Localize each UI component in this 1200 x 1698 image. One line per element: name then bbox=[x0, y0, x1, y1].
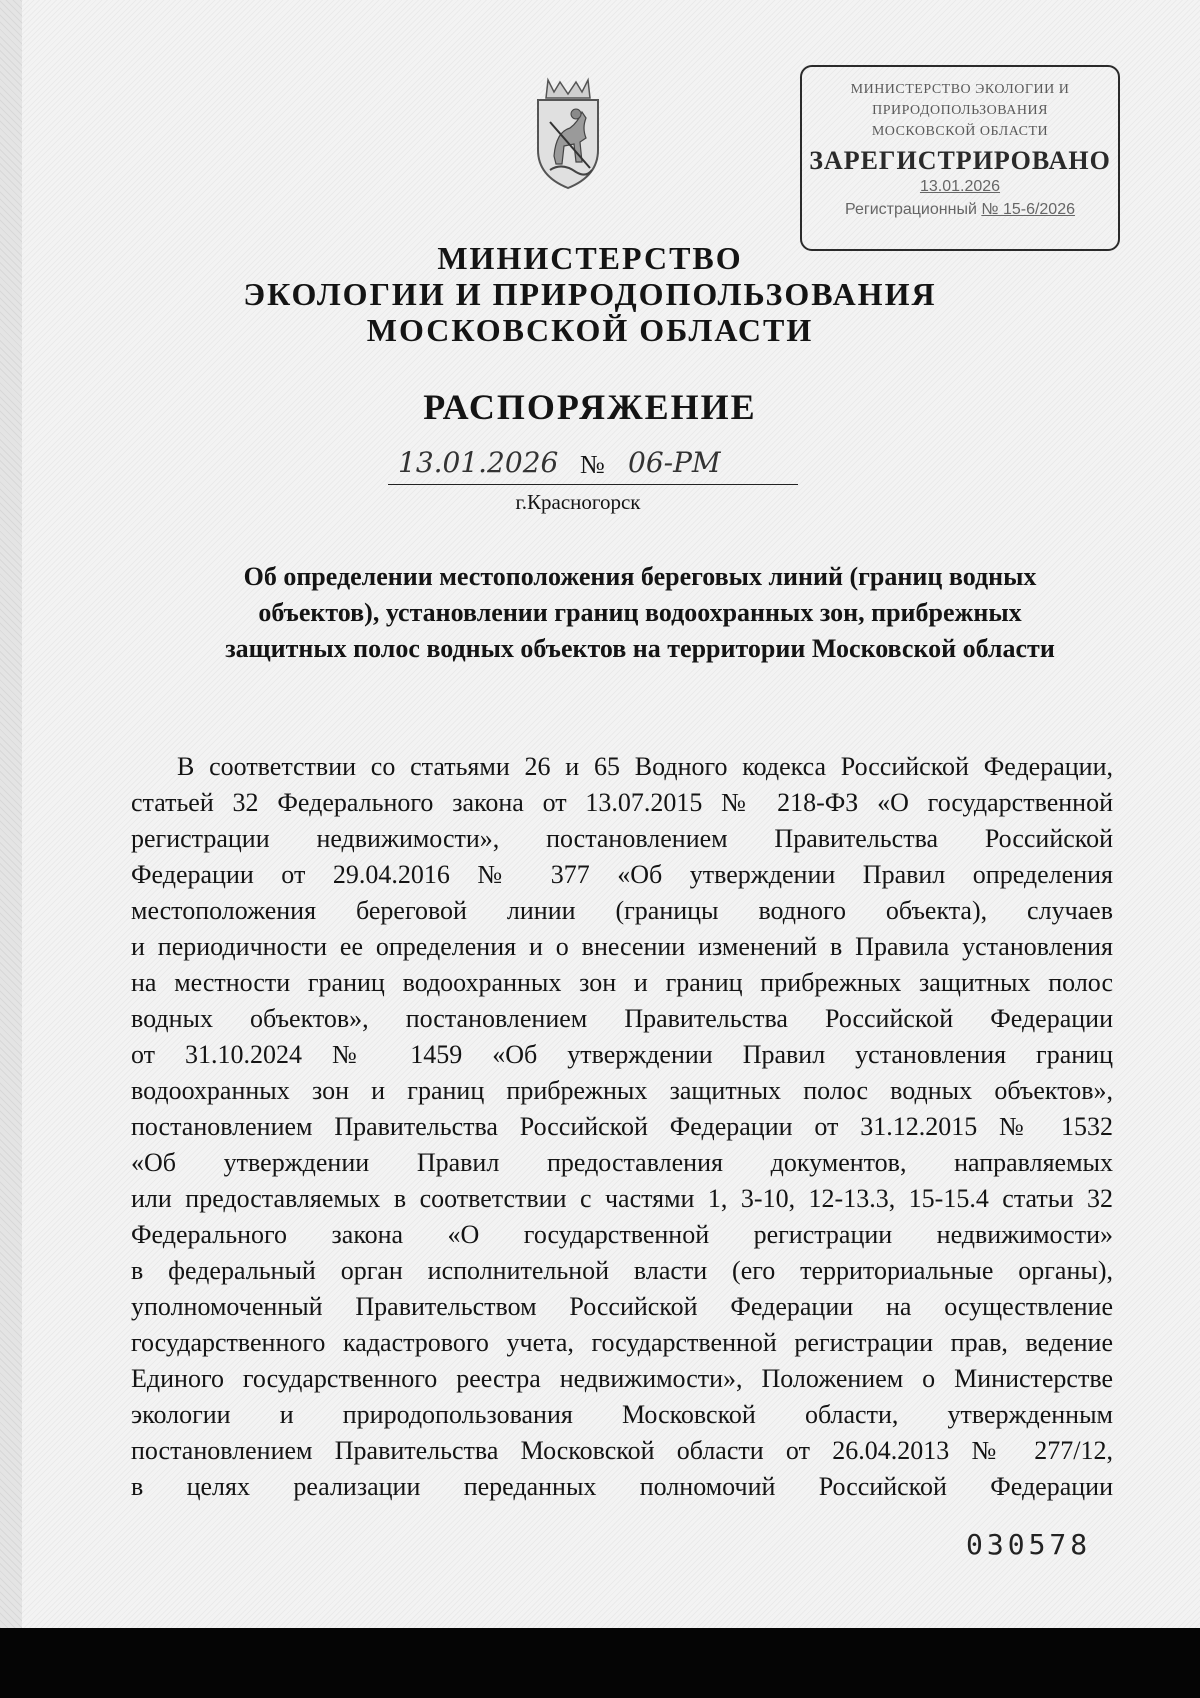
body-line: и периодичности ее определения и о внесении изменений в Правила установления bbox=[131, 932, 1113, 961]
body-line: в федеральный орган исполнительной власти (его территориальные органы), bbox=[131, 1256, 1113, 1285]
ministry-title-line: МИНИСТЕРСТВО bbox=[437, 240, 743, 276]
subject-line: объектов), установлении границ водоохранных зон, прибрежных bbox=[258, 598, 1022, 627]
registration-stamp bbox=[800, 65, 1120, 251]
handwritten-number: 06-РМ bbox=[628, 446, 721, 479]
stamp-date: 13.01.2026 bbox=[919, 178, 1001, 195]
body-line: уполномоченный Правительством Российской Федерации на осуществление bbox=[131, 1292, 1113, 1321]
body-line: «Об утверждении Правил предоставления документов, направляемых bbox=[131, 1148, 1113, 1177]
document-type-title: РАСПОРЯЖЕНИЕ bbox=[423, 387, 757, 427]
body-line: от 31.10.2024 № 1459 «Об утверждении Правил установления границ bbox=[131, 1040, 1113, 1069]
body-line: В соответствии со статьями 26 и 65 Водного кодекса Российской Федерации, bbox=[177, 752, 1113, 781]
ministry-title-line: ЭКОЛОГИИ И ПРИРОДОПОЛЬЗОВАНИЯ bbox=[243, 276, 937, 312]
number-sign: № bbox=[580, 450, 605, 479]
body-line: водных объектов», постановлением Правительства Российской Федерации bbox=[131, 1004, 1113, 1033]
stamp-reg-value: № 15-6/2026 bbox=[981, 201, 1075, 218]
scan-edge bbox=[0, 0, 22, 1628]
scanner-bottom-band bbox=[0, 1628, 1200, 1698]
body-line: Единого государственного реестра недвижимости», Положением о Министерстве bbox=[131, 1364, 1113, 1393]
body-line: постановлением Правительства Московской области от 26.04.2013 № 277/12, bbox=[131, 1436, 1113, 1465]
stamp-org-line: ПРИРОДОПОЛЬЗОВАНИЯ bbox=[872, 103, 1048, 118]
serial-number: 030578 bbox=[966, 1528, 1092, 1561]
body-line: или предоставляемых в соответствии с частями 1, 3-10, 12-13.3, 15-15.4 статьи 32 bbox=[131, 1184, 1113, 1213]
stamp-reg-label: Регистрационный bbox=[845, 201, 977, 218]
body-line: в целях реализации переданных полномочий Российской Федерации bbox=[131, 1472, 1113, 1501]
body-line: на местности границ водоохранных зон и границ прибрежных защитных полос bbox=[131, 968, 1113, 997]
body-line: регистрации недвижимости», постановлением Правительства Российской bbox=[131, 824, 1113, 853]
body-line: водоохранных зон и границ прибрежных защитных полос водных объектов», bbox=[131, 1076, 1113, 1105]
city-name: г.Красногорск bbox=[515, 490, 641, 514]
moscow-oblast-coat-of-arms-icon bbox=[520, 72, 616, 194]
stamp-org-line: МОСКОВСКОЙ ОБЛАСТИ bbox=[871, 124, 1049, 139]
date-number-line bbox=[388, 446, 798, 485]
subject-line: Об определении местоположения береговых линий (границ водных bbox=[243, 562, 1037, 591]
body-line: местоположения береговой линии (границы водного объекта), случаев bbox=[131, 896, 1113, 925]
handwritten-date: 13.01.2026 bbox=[398, 446, 559, 479]
stamp-status: ЗАРЕГИСТРИРОВАНО bbox=[809, 146, 1111, 175]
body-line: Федерации от 29.04.2016 № 377 «Об утверждении Правил определения bbox=[131, 860, 1113, 889]
stamp-org-line: МИНИСТЕРСТВО ЭКОЛОГИИ И bbox=[850, 82, 1070, 97]
body-line: государственного кадастрового учета, государственной регистрации прав, ведение bbox=[131, 1328, 1113, 1357]
subject-line: защитных полос водных объектов на территории Московской области bbox=[225, 634, 1055, 663]
body-line: экологии и природопользования Московской области, утвержденным bbox=[131, 1400, 1113, 1429]
ministry-title-line: МОСКОВСКОЙ ОБЛАСТИ bbox=[366, 312, 814, 348]
body-line: статьей 32 Федерального закона от 13.07.2015 № 218-ФЗ «О государственной bbox=[131, 788, 1113, 817]
body-line: Федерального закона «О государственной регистрации недвижимости» bbox=[131, 1220, 1113, 1249]
stamp-reg-number bbox=[802, 201, 1118, 219]
body-line: постановлением Правительства Российской Федерации от 31.12.2015 № 1532 bbox=[131, 1112, 1113, 1141]
